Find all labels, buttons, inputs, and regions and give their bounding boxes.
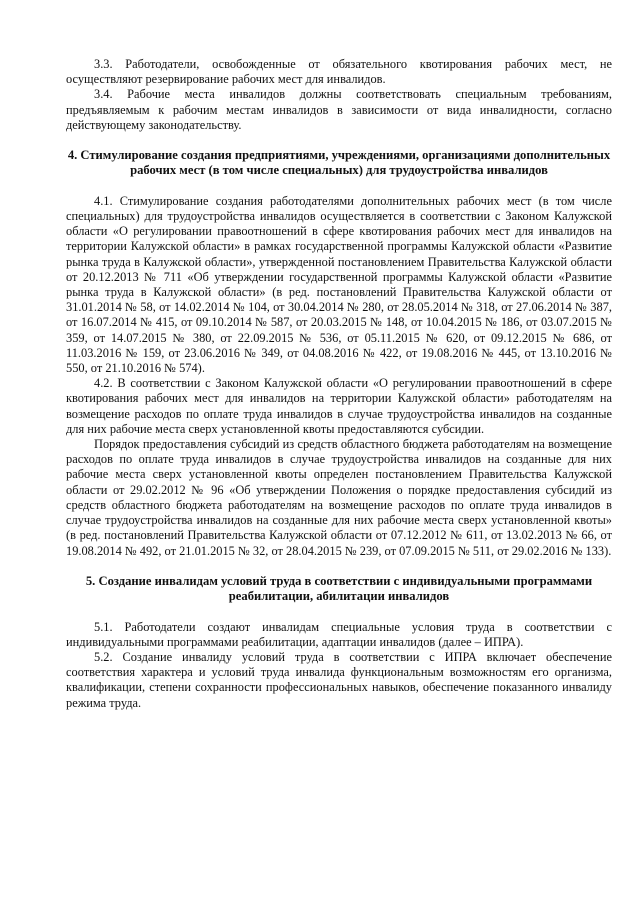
paragraph-5-2: 5.2. Создание инвалиду условий труда в соответствии с ИПРА включает обеспечение соответствия характера и условий труда инвалида функциональным возможностям его организма, квалификации, степени сохранности профессиональных навыков, обеспечение показанного инвалиду режима труда. [66,649,612,710]
paragraph-4-1: 4.1. Стимулирование создания работодателями дополнительных рабочих мест (в том числе специальных) для трудоустройства инвалидов осуществляется в соответствии с Законом Калужской области «О регулировании правоотношений в сфере квотирования рабочих мест для инвалидов на территории Калужской области» в рамках государственной программы Калужской области «Развитие рынка труда в Калужской области», утвержденной постановлением Правительства Калужской области от 20.12.2013 № 711 «Об утверждении государственной программы Калужской области «Развитие рынка труда в Калужской области» (в ред. постановлений Правительства Калужской области от 31.01.2014 № 58, от 14.02.2014 № 104, от 30.04.2014 № 280, от 28.05.2014 № 318, от 27.06.2014 № 387, от 16.07.2014 № 415, от 09.10.2014 № 587, от 20.03.2015 № 148, от 10.04.2015 № 186, от 03.07.2015 № 359, от 14.07.2015 № 380, от 22.09.2015 № 536, от 05.11.2015 № 620, от 09.12.2015 № 686, от 11.03.2016 № 159, от 23.06.2016 № 349, от 04.08.2016 № 422, от 19.08.2016 № 445, от 13.10.2016 № 550, от 21.10.2016 № 574). [66,193,612,376]
paragraph-3-3: 3.3. Работодатели, освобожденные от обязательного квотирования рабочих мест, не осуществляют резервирование рабочих мест для инвалидов. [66,57,612,87]
section-5-heading: 5. Создание инвалидам условий труда в соответствии с индивидуальными программами реабилитации, абилитации инвалидов [85,573,593,604]
paragraph-3-4: 3.4. Рабочие места инвалидов должны соответствовать специальным требованиям, предъявляемым к рабочим местам инвалидов в зависимости от вида инвалидности, согласно действующему законодательству. [66,87,612,132]
paragraph-4-2-procedure: Порядок предоставления субсидий из средств областного бюджета работодателям на возмещение расходов по оплате труда инвалидов в случае трудоустройства инвалидов на созданные для них рабочие места сверх установленной квоты определен постановлением Правительства Калужской области от 29.02.2012 № 96 «Об утверждении Положения о порядке предоставления субсидий из средств областного бюджета работодателям на возмещение расходов по оплате труда инвалидов в случае трудоустройства инвалидов на созданные для них рабочие места сверх установленной квоты» (в ред. постановлений Правительства Калужской области от 07.12.2012 № 611, от 13.02.2013 № 66, от 19.08.2014 № 492, от 21.01.2015 № 32, от 28.04.2015 № 239, от 07.09.2015 № 511, от 29.02.2016 № 133). [66,437,612,558]
section-4-heading: 4. Стимулирование создания предприятиями, учреждениями, организациями дополнительных рабочих мест (в том числе специальных) для трудоустройства инвалидов [67,148,611,178]
paragraph-4-2: 4.2. В соответствии с Законом Калужской области «О регулировании правоотношений в сфере квотирования рабочих мест для инвалидов на территории Калужской области» работодателям на возмещение расходов по оплате труда инвалидов в случае трудоустройства инвалидов на созданные для них рабочие места сверх установленной квоты предоставляются субсидии. [66,376,612,436]
paragraph-5-1: 5.1. Работодатели создают инвалидам специальные условия труда в соответствии с индивидуальными программами реабилитации, адаптации инвалидов (далее – ИПРА). [66,619,612,649]
document-page [66,57,612,711]
